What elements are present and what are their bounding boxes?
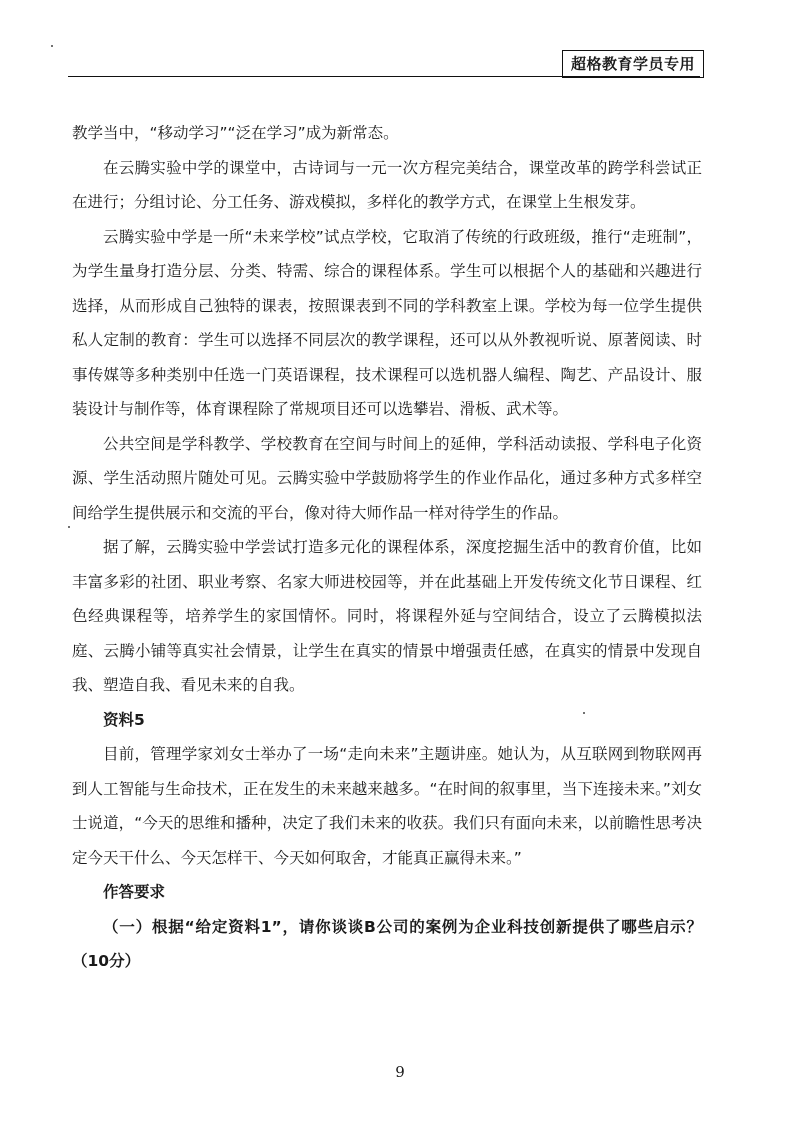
page-number: 9 (395, 1063, 405, 1081)
paragraph: 在云腾实验中学的课堂中，古诗词与一元一次方程完美结合，课堂改革的跨学科尝试正在进行；分组讨论、分工任务、游戏模拟，多样化的教学方式，在课堂上生根发芽。 (72, 158, 702, 211)
scan-speck (51, 45, 53, 47)
paragraph-continuation: 教学当中，“移动学习”“泛在学习”成为新常态。 (72, 124, 399, 142)
section-heading: 资料5 (103, 710, 145, 729)
scan-speck (68, 526, 70, 528)
requirements-heading: 作答要求 (103, 883, 166, 901)
paragraph: 公共空间是学科教学、学校教育在空间与时间上的延伸，学科活动读报、学科电子化资源、学生活动照片随处可见。云腾实验中学鼓励将学生的作业作品化，通过多种方式多样空间给学生提供展示和交流的平台，像对待大师作品一样对待学生的作品。 (72, 434, 702, 522)
header-stamp: 超格教育学员专用 (562, 50, 704, 78)
paragraph: 据了解，云腾实验中学尝试打造多元化的课程体系，深度挖掘生活中的教育价值，比如丰富多彩的社团、职业考察、名家大师进校园等，并在此基础上开发传统文化节日课程、红色经典课程等，培养学生的家国情怀。同时，将课程外延与空间结合，设立了云腾模拟法庭、云腾小铺等真实社会情景，让学生在真实的情景中增强责任感，在真实的情景中发现自我、塑造自我、看见未来的自我。 (72, 538, 702, 694)
document-body (72, 116, 702, 979)
paragraph: 目前，管理学家刘女士举办了一场“走向未来”主题讲座。她认为，从互联网到物联网再到人工智能与生命技术，正在发生的未来越来越多。“在时间的叙事里，当下连接未来。”刘女士说道，“今天的思维和播种，决定了我们未来的收获。我们只有面向未来，以前瞻性思考决定今天干什么、今天怎样干、今天如何取舍，才能真正赢得未来。” (72, 745, 702, 867)
header-rule (68, 76, 700, 77)
paragraph: 云腾实验中学是一所“未来学校”试点学校，它取消了传统的行政班级，推行“走班制”，为学生量身打造分层、分类、特需、综合的课程体系。学生可以根据个人的基础和兴趣进行选择，从而形成自己独特的课表，按照课表到不同的学科教室上课。学校为每一位学生提供私人定制的教育：学生可以选择不同层次的教学课程，还可以从外教视听说、原著阅读、时事传媒等多种类别中任选一门英语课程，技术课程可以选机器人编程、陶艺、产品设计、服装设计与制作等，体育课程除了常规项目还可以选攀岩、滑板、武术等。 (72, 227, 702, 418)
question-1: （一）根据“给定资料1”，请你谈谈B公司的案例为企业科技创新提供了哪些启示？（10分） (72, 917, 702, 970)
